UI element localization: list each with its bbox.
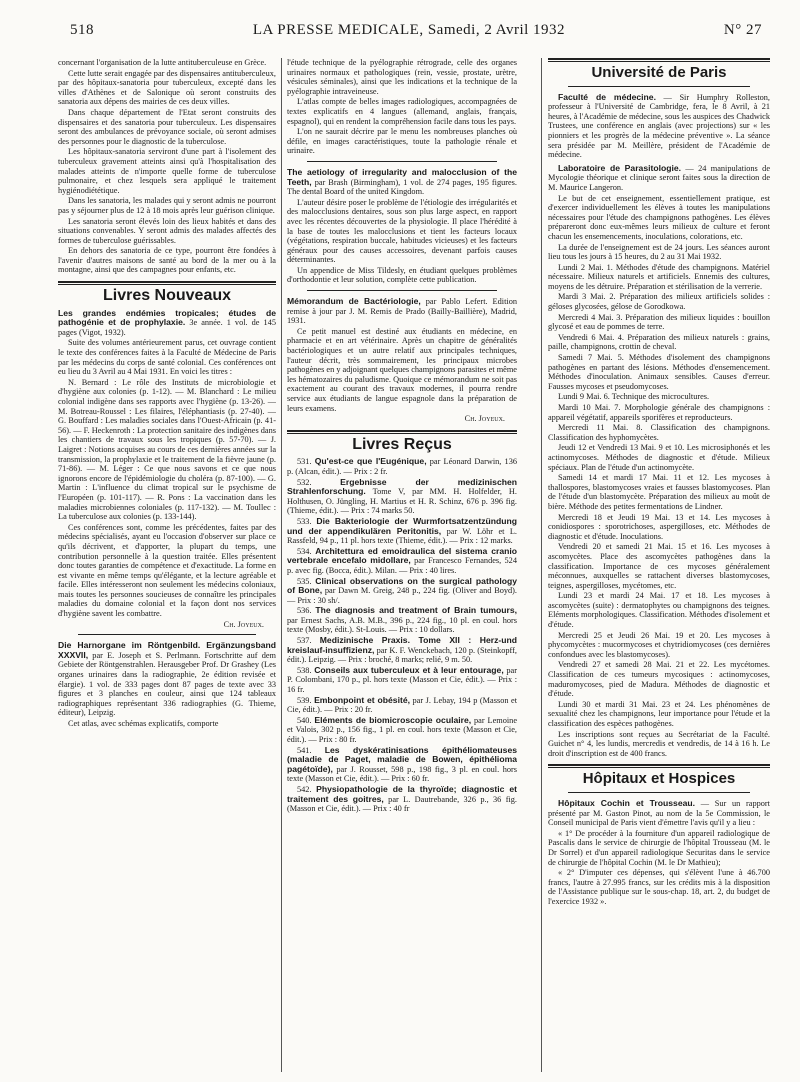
entry-details: Tome V, par MM. H. Holfelder, H. Holthusen, O. Jüngling, H. Martius et H. R. Schinz, 676 p. 396 fig. (Thieme, édit.). — Prix : 74 marks 50.: [287, 487, 517, 516]
column-divider: [541, 58, 542, 1072]
news-text: — 24 manipulations de Mycologie théorique et clinique seront faites sous la direction de M. Maurice Langeron.: [548, 163, 770, 192]
entry-title: Medizinische Praxis. Tome XII : Herz-und kreislauf-insuffizienz,: [287, 635, 517, 655]
entry-number: 535.: [297, 576, 316, 586]
received-book-entry: [287, 517, 517, 546]
schedule-paragraph: Le but de cet enseignement, essentiellement pratique, est d'exercer individuellement les élèves à toutes les manipulations nécessaires pour l'étude des champignons pathogènes. Les élèves prépareront donc eux-mêmes leurs milieux de culture et feront chacun les ensemencements, inoculations, colorations, etc.: [548, 193, 770, 241]
received-book-entry: [287, 577, 517, 606]
paragraph: Cette lutte serait engagée par des dispensaires antituberculeux, par des hôpitaux-sanatoria pour tuberculeux, excepté dans les villes d'Athènes et de Salonique où seront construits des sanatoria aux dépens des mairies de ces deux villes.: [58, 68, 276, 107]
book-title: Les grandes endémies tropicales; études de pathogénie et de prophylaxie.: [58, 307, 276, 328]
entry-details: par K. F. Wenckebach, 120 p. (Steinkopff, édit.). Leipzig. — Prix : broché, 8 marks; relié, 9 m. 50.: [287, 645, 517, 665]
paragraph: Ces conférences sont, comme les précédentes, faites par des médecins spécialisés, ayant eu l'occasion d'observer sur place ce qu'ils décrivent, et d'apporter, la plupart du temps, une contribution personnelle à la question traitée. Elles présentent donc toutes garanties de compétence et d'exactitude. La forme en est vivante en même temps qu'élégante, et la lecture agréable et facile. Elles intéresseront non seulement les médecins coloniaux, mais toutes les personnes soucieuses de connaître les principales maladies du domaine colonial et la façon dont nos services d'hygiène savent les combattre.: [58, 522, 276, 619]
entry-title: Clinical observations on the surgical pathology of Bone,: [287, 575, 517, 596]
news-item: [548, 93, 770, 160]
signature: Ch. Joyeux.: [223, 619, 264, 629]
entry-details: par J. Lebay, 194 p (Masson et Cie, édit.). — Prix : 20 fr.: [287, 695, 517, 715]
entry-title: Ergebnisse der medizinischen Strahlenforschung.: [287, 476, 517, 497]
entry-details: par Lemoine et Valois, 302 p., 156 fig., 1 pl. en coul. hors texte (Masson et Cie, édit.). — Prix : 80 fr.: [287, 715, 517, 744]
column-middle: [287, 58, 517, 1076]
book-review-header: [58, 641, 276, 718]
schedule-paragraph: Lundi 23 et mardi 24 Mai. 17 et 18. Les mycoses à ascomycètes (suite) : dermatophytes ou champignons des teignes. Eléments morphologiques. Classification. Méthodes d'isolement et d'étude.: [548, 591, 770, 630]
book-review-header: [287, 297, 517, 326]
schedule-paragraph: Lundi 2 Mai. 1. Méthodes d'étude des champignons. Matériel nécessaire. Milieux naturels et artificiels. Ennemis des cultures, moyens de les détruire. Préparation et stérilisation de la verrerie.: [548, 262, 770, 291]
entry-title: Die Bakteriologie der Wurmfortsatzentzündung und der appendikulären Peritonitis,: [287, 515, 517, 536]
section-rule: [287, 430, 517, 434]
separator-rule: [78, 634, 256, 635]
section-rule: [58, 281, 276, 285]
received-book-entry: [287, 666, 517, 695]
received-book-entry: [287, 547, 517, 576]
entry-number: 536.: [297, 606, 316, 616]
section-rule: [548, 58, 770, 62]
received-book-entry: [287, 785, 517, 814]
section-heading-hopitaux: Hôpitaux et Hospices: [582, 770, 736, 788]
paragraph: L'atlas compte de belles images radiologiques, accompagnées de textes explicatifs en 4 langues (allemand, anglais, français, espagnol), qui en rendent la compréhension facile dans tous les pays.: [287, 97, 517, 126]
schedule-paragraph: Mercredi 18 et Jeudi 19 Mai. 13 et 14. Les mycoses à conidiospores : sporotrichoses, aspergilloses, etc. Méthodes de diagnostic et d'étude. Inoculations.: [548, 512, 770, 541]
received-book-entry: [287, 457, 517, 476]
paragraph: Un appendice de Miss Tildesly, en étudiant quelques problèmes d'orthodontie et leur solution, complète cette publication.: [287, 265, 517, 285]
received-book-entry: [287, 478, 517, 516]
book-title: The aetiology of irregularity and malocclusion of the Teeth,: [287, 166, 517, 187]
paragraph: N. Bernard : Le rôle des Instituts de microbiologie et d'hygiène aux colonies (p. 1-12). — M. Blanchard : Le milieu colonial indigène dans ses rapports avec l'hygiène (p. 13-26). — M. Botreau-Roussel : Les filaires, l'éléphantiasis (p. 27-40). — G. Bouffard : Les maladies sociales dans l'Ouest-Africain (p. 41-56). — F. Heckenroth : La protection sanitaire des indigènes dans les chantiers de travaux sous les tropiques (p. 57-70). — J. Laigret : Notions acquises au cours de ces dernières années sur la transmission, la prophylaxie et le traitement de la fièvre jaune (p. 71-86). — M. Léger : Ce que nous savons et ce que nous ignorons encore de l'épidémiologie du choléra (p. 87-100). — G. Martin : L'influence du climat tropical sur le psychisme de l'Européen (p. 101-117). — R. Pons : La vaccination dans les maladies microbiennes coloniales (p. 117-132). — M. Toullec : La tuberculose aux colonies (p. 133-144).: [58, 377, 276, 522]
entry-title: Eléments de biomicroscopie oculaire,: [314, 714, 472, 725]
paragraph: L'on ne saurait décrire par le menu les nombreuses planches où défile, en images caractéristiques, toute la pathologie rénale et urinaire.: [287, 127, 517, 156]
book-meta: par Brash (Birmingham), 1 vol. de 274 pages, 195 figures. The dental Board of the united Kingdom.: [287, 177, 517, 197]
entry-number: 534.: [297, 546, 316, 556]
entry-number: 539.: [297, 695, 315, 705]
separator-rule: [568, 792, 750, 793]
schedule-paragraph: Les inscriptions sont reçues au Secrétariat de la Faculté. Guichet n° 4, les lundis, mercredis et vendredis, de 14 à 16 h. Le droit d'inscription est de 400 francs.: [548, 729, 770, 758]
column-right: [548, 58, 770, 1076]
schedule-paragraph: Lundi 30 et mardi 31 Mai. 23 et 24. Les phénomènes de sexualité chez les champignons, leur importance pour l'étude et la classification des espèces pathogènes.: [548, 699, 770, 728]
entry-number: 542.: [297, 784, 317, 794]
entry-title: Les dyskératinisations épithéliomateuses (maladie de Paget, maladie de Bowen, épithélioma pagétoïde),: [287, 744, 517, 774]
book-meta: par Pablo Lefert. Edition remise à jour par J. M. Remis de Prado (Bailly-Baillière), Madrid, 1931.: [287, 297, 517, 326]
entry-details: par P. Colombani, 170 p., pl. hors texte (Masson et Cie, édit.). — Prix : 16 fr.: [287, 665, 517, 695]
schedule-paragraph: La durée de l'enseignement est de 24 jours. Les séances auront lieu tous les jours à 15 heures, du 2 au 31 Mai 1932.: [548, 242, 770, 262]
section-heading-universite: Université de Paris: [591, 64, 727, 81]
section-heading-livres-nouveaux: Livres Nouveaux: [102, 287, 232, 305]
book-review-header: [58, 309, 276, 338]
entry-number: 538.: [297, 665, 315, 675]
entry-title: Embonpoint et obésité,: [314, 694, 410, 705]
schedule-paragraph: Mercredi 11 Mai. 8. Classification des champignons. Classification des hyphomycètes.: [548, 423, 770, 442]
schedule-paragraph: Mardi 3 Mai. 2. Préparation des milieux artificiels solides : géloses glycosées, gélose de Gorodkowa.: [548, 292, 770, 312]
entry-details: par Ernest Sachs, A.B. M.B., 396 p., 224 fig., 10 pl. en coul. hors texte (Mosby, édit.). St-Louis. — Prix : 10 dollars.: [287, 615, 517, 635]
paragraph: « 1° De procéder à la fourniture d'un appareil radiologique de Pascalis dans le service de chirurgie de l'hôpital Trousseau (M. le Dr Sorrel) et d'un appareil radiologique Securitas dans le service de chirurgie de l'hôpital Cochin (M. le Dr Mathieu);: [548, 828, 770, 867]
news-item: [548, 164, 770, 193]
labo-schedule: [548, 194, 770, 759]
received-book-entry: [287, 746, 517, 784]
schedule-paragraph: Samedi 7 Mai. 5. Méthodes d'isolement des champignons pathogènes en partant des lésions. Méthodes d'ensemencement. Méthodes d'inoculation. Animaux sensibles. Causes d'erreur. Fausses mycoses et pseudomycoses.: [548, 353, 770, 391]
received-book-entry: [287, 696, 517, 715]
paragraph: Cet atlas, avec schémas explicatifs, comporte: [68, 719, 219, 728]
news-head: Hôpitaux Cochin et Trousseau.: [558, 797, 696, 808]
entry-title: Physiopathologie de la thyroïde; diagnostic et traitement des goitres,: [287, 783, 517, 804]
book-title: Mémorandum de Bactériologie,: [287, 296, 421, 307]
schedule-paragraph: Lundi 9 Mai. 6. Technique des microcultures.: [558, 392, 710, 402]
section-rule: [548, 764, 770, 768]
book-meta: 3e année. 1 vol. de 145 pages (Vigot, 1932).: [58, 318, 276, 337]
paragraph: Dans les sanatoria, les malades qui y seront admis ne pourront pas y séjourner plus de 12 à 18 mois après leur guérison clinique.: [58, 196, 276, 215]
schedule-paragraph: Jeudi 12 et Vendredi 13 Mai. 9 et 10. Les microsiphonés et les actinomycoses. Méthodes de diagnostic et d'étude. Milieux spéciaux. Plan de l'étude d'un actinomycète.: [548, 443, 770, 472]
page-number: 518: [70, 22, 94, 38]
news-head: Laboratoire de Parasitologie.: [558, 162, 682, 173]
schedule-paragraph: Vendredi 20 et samedi 21 Mai. 15 et 16. Les mycoses à ascomycètes. Place des ascomycètes pathogènes dans la classification. Importance de ces mycoses généralement méconnues, auxquelles se rattachent diverses blastomycoses, teignes, aspergilloses, mycétomes, etc.: [548, 542, 770, 590]
paragraph: En dehors des sanatoria de ce type, pourront être fondées à l'avenir d'autres maisons de santé au bord de la mer ou à la montagne, ainsi que des campagnes pour enfants, etc.: [58, 246, 276, 275]
separator-rule: [307, 290, 497, 291]
paragraph: Ce petit manuel est destiné aux étudiants en médecine, en pharmacie et en art vétérinaire. Après un chapitre de généralités bactériologiques et un autre relatif aux principales techniques, l'auteur décrit, très sommairement, les principaux microbes pathogènes en y adjoignant quelques champignons parasites et même les hématozaires du paludisme. Quoique ce mémorandum ne soit pas exactement au courant des travaux modernes, il pourra rendre service aux étudiants de langue espagnole dans la préparation de leurs examens.: [287, 326, 517, 413]
news-head: Faculté de médecine.: [558, 91, 656, 102]
news-text: — Sur un rapport présenté par M. Gaston Pinot, au nom de la 5e Commission, le Conseil municipal de Paris vient d'émettre l'avis qu'il y a lieu :: [548, 798, 770, 828]
paragraph: L'auteur désire poser le problème de l'étiologie des irrégularités et des malocclusions dentaires, sous son plus large aspect, en rapport avec les récentes découvertes de la physiologie. Il place l'hérédité à la base de toutes les malocclusions et tient les facteurs locaux (végétations, respiration buccale, habitudes vicieuses) et les facteurs généraux pour des causes accessoires, devenant parfois causes déterminantes.: [287, 197, 517, 265]
entry-details: par L. Dautrebande, 326 p., 36 fig. (Masson et Cie, édit.). — Prix : 40 fr: [287, 794, 517, 814]
entry-number: 541.: [297, 745, 325, 755]
signature: Ch. Joyeux.: [464, 414, 505, 424]
schedule-paragraph: Mercredi 25 et Jeudi 26 Mai. 19 et 20. Les mycoses à phycomycètes : mucormycoses et chytridiomycoses (ces dernières confondues avec les blastomycoses).: [548, 630, 770, 659]
paragraph: Suite des volumes antérieurement parus, cet ouvrage contient le texte des conférences faites à la Faculté de Médecine de Paris par les médecins du corps de santé colonial. Ces conférences ont eu lieu du 3 Avril au 4 Mai 1931. En voici les titres :: [58, 338, 276, 377]
paragraph: l'étude technique de la pyélographie rétrograde, celle des organes urinaires normaux et pathologiques (rein, vessie, prostate, urètre, vésicules séminales), ainsi que les indications et la technique de la pyélographie intraveineuse.: [287, 58, 517, 96]
paragraph: concernant l'organisation de la lutte antituberculeuse en Grèce.: [58, 58, 267, 67]
separator-rule: [568, 86, 750, 87]
section-heading-livres-recus: Livres Reçus: [352, 435, 452, 453]
schedule-paragraph: Vendredi 6 Mai. 4. Préparation des milieux naturels : grains, paille, champignons, crottin de cheval.: [548, 332, 770, 352]
book-review-header: [287, 168, 517, 197]
paragraph: Dans chaque département de l'Etat seront construits des dispensaires et des sanatoria pour tuberculeux. Les dispensaires seront des ambulances de prévoyance sociale, où seront admises des personnes pour le diagnostic de la tuberculose.: [58, 107, 276, 146]
entry-details: par W. Löhr et L. Rassfeld, 94 p., 11 pl. hors texte (Thieme, édit.). — Prix : 12 marks.: [287, 526, 517, 546]
paragraph: « 2° D'imputer ces dépenses, qui s'élèvent l'une à 46.700 francs, l'autre à 27.995 francs, sur les crédits mis à la disposition de l'Assistance publique sur le sous-chap. 18, art. 2, du budget de l'exercice 1932 ».: [548, 868, 770, 906]
entry-title: Architettura ed emoidraulica del sistema cranio vertebrale encefalo midollare,: [287, 545, 517, 566]
entry-details: par J. Rousset, 598 p., 198 fig., 3 pl. en coul. hors texte (Masson et Cie, édit.). — Prix : 60 fr.: [287, 764, 517, 784]
entry-title: The diagnosis and treatment of Brain tumours,: [315, 605, 517, 616]
entry-number: 537.: [297, 636, 320, 646]
schedule-paragraph: Mercredi 4 Mai. 3. Préparation des milieux liquides : bouillon glycosé et eau de pommes de terre.: [548, 312, 770, 332]
entry-number: 531.: [297, 457, 315, 467]
received-book-entry: [287, 606, 517, 635]
news-item: [548, 799, 770, 828]
separator-rule: [307, 161, 497, 162]
received-book-entry: [287, 636, 517, 665]
entry-title: Conseils aux tuberculeux et à leur entourage,: [314, 664, 504, 675]
received-books-list: [287, 457, 517, 813]
news-text: — Sir Humphry Rolleston, professeur à l'Université de Cambridge, fera, le 8 Avril, à 21 heures, à l'Académie de médecine, sous les auspices des Chadwick Trustees, une conférence en anglais (avec projections) sur « les pionniers et les progrès de la médecine préventive ». La séance sera présidée par M. Meillère, président de l'Académie de médecine.: [548, 92, 770, 160]
paragraph: Les sanatoria seront élevés loin des lieux habités et dans des situations convenables. Y seront admis des malades affectés des formes de tuberculose guérissables.: [58, 216, 276, 245]
column-divider: [281, 58, 282, 1072]
entry-number: 540.: [297, 715, 315, 725]
entry-details: par Dawn M. Greig, 248 p., 224 fig. (Oliver and Boyd). — Prix : 30 sh/.: [287, 586, 517, 605]
column-left: [58, 58, 276, 1076]
book-meta: par E. Joseph et S. Perlmann. Fortschritte auf dem Gebiete der Röntgenstrahlen. Herausgeber Prof. Dr Grashey (Les organes urinaires dans la radiographie, 2e édition revisée et élargie). 1 vol. de 333 pages dont 87 pages de texte avec 33 figures et 3 planches en couleur, ainsi que 124 tableaux radiographiques représentant 336 radiographies (G. Thieme, éditeur), Leipzig.: [58, 650, 276, 718]
paragraph: Les hôpitaux-sanatoria serviront d'une part à l'isolement des tuberculeux gravement atteints ainsi qu'à l'hospitalisation des malades atteints de n'importe quelle forme de tuberculose pulmonaire, et chez lesquels sera appliqué le traitement hygiénodiététique.: [58, 147, 276, 195]
running-header: [70, 22, 762, 44]
entry-details: par Francesco Fernandes, 524 p. avec fig. (Bocca, édit.). Milan. — Prix : 40 lires.: [287, 556, 517, 575]
schedule-paragraph: Samedi 14 et mardi 17 Mai. 11 et 12. Les mycoses à thallospores, blastomycoses vraies et fausses blastomycoses. Plan de l'étude d'un blastomycète. Préparation des milieux au moût de bière. Méthode des petites fermentations de Lindner.: [548, 473, 770, 511]
entry-number: 532.: [297, 477, 341, 487]
schedule-paragraph: Mardi 10 Mai. 7. Morphologie générale des champignons : appareil végétatif, appareils sporifères et reproducteurs.: [548, 403, 770, 422]
schedule-paragraph: Vendredi 27 et samedi 28 Mai. 21 et 22. Les mycétomes. Classification de ces tumeurs mycosiques : actinomycoses, maduromycoses, pied de Madura. Méthodes de diagnostic et d'étude.: [548, 660, 770, 699]
issue-number: N° 27: [723, 22, 762, 38]
entry-details: par Léonard Darwin, 136 p. (Alcan, édit.). — Prix : 2 fr.: [287, 457, 517, 476]
entry-title: Qu'est-ce que l'Eugénique,: [314, 456, 427, 467]
book-title: Die Harnorgane im Röntgenbild. Ergänzungsband XXXVII,: [58, 640, 276, 660]
publication-title: LA PRESSE MEDICALE, Samedi, 2 Avril 1932: [252, 22, 566, 38]
received-book-entry: [287, 716, 517, 745]
entry-number: 533.: [297, 516, 317, 526]
